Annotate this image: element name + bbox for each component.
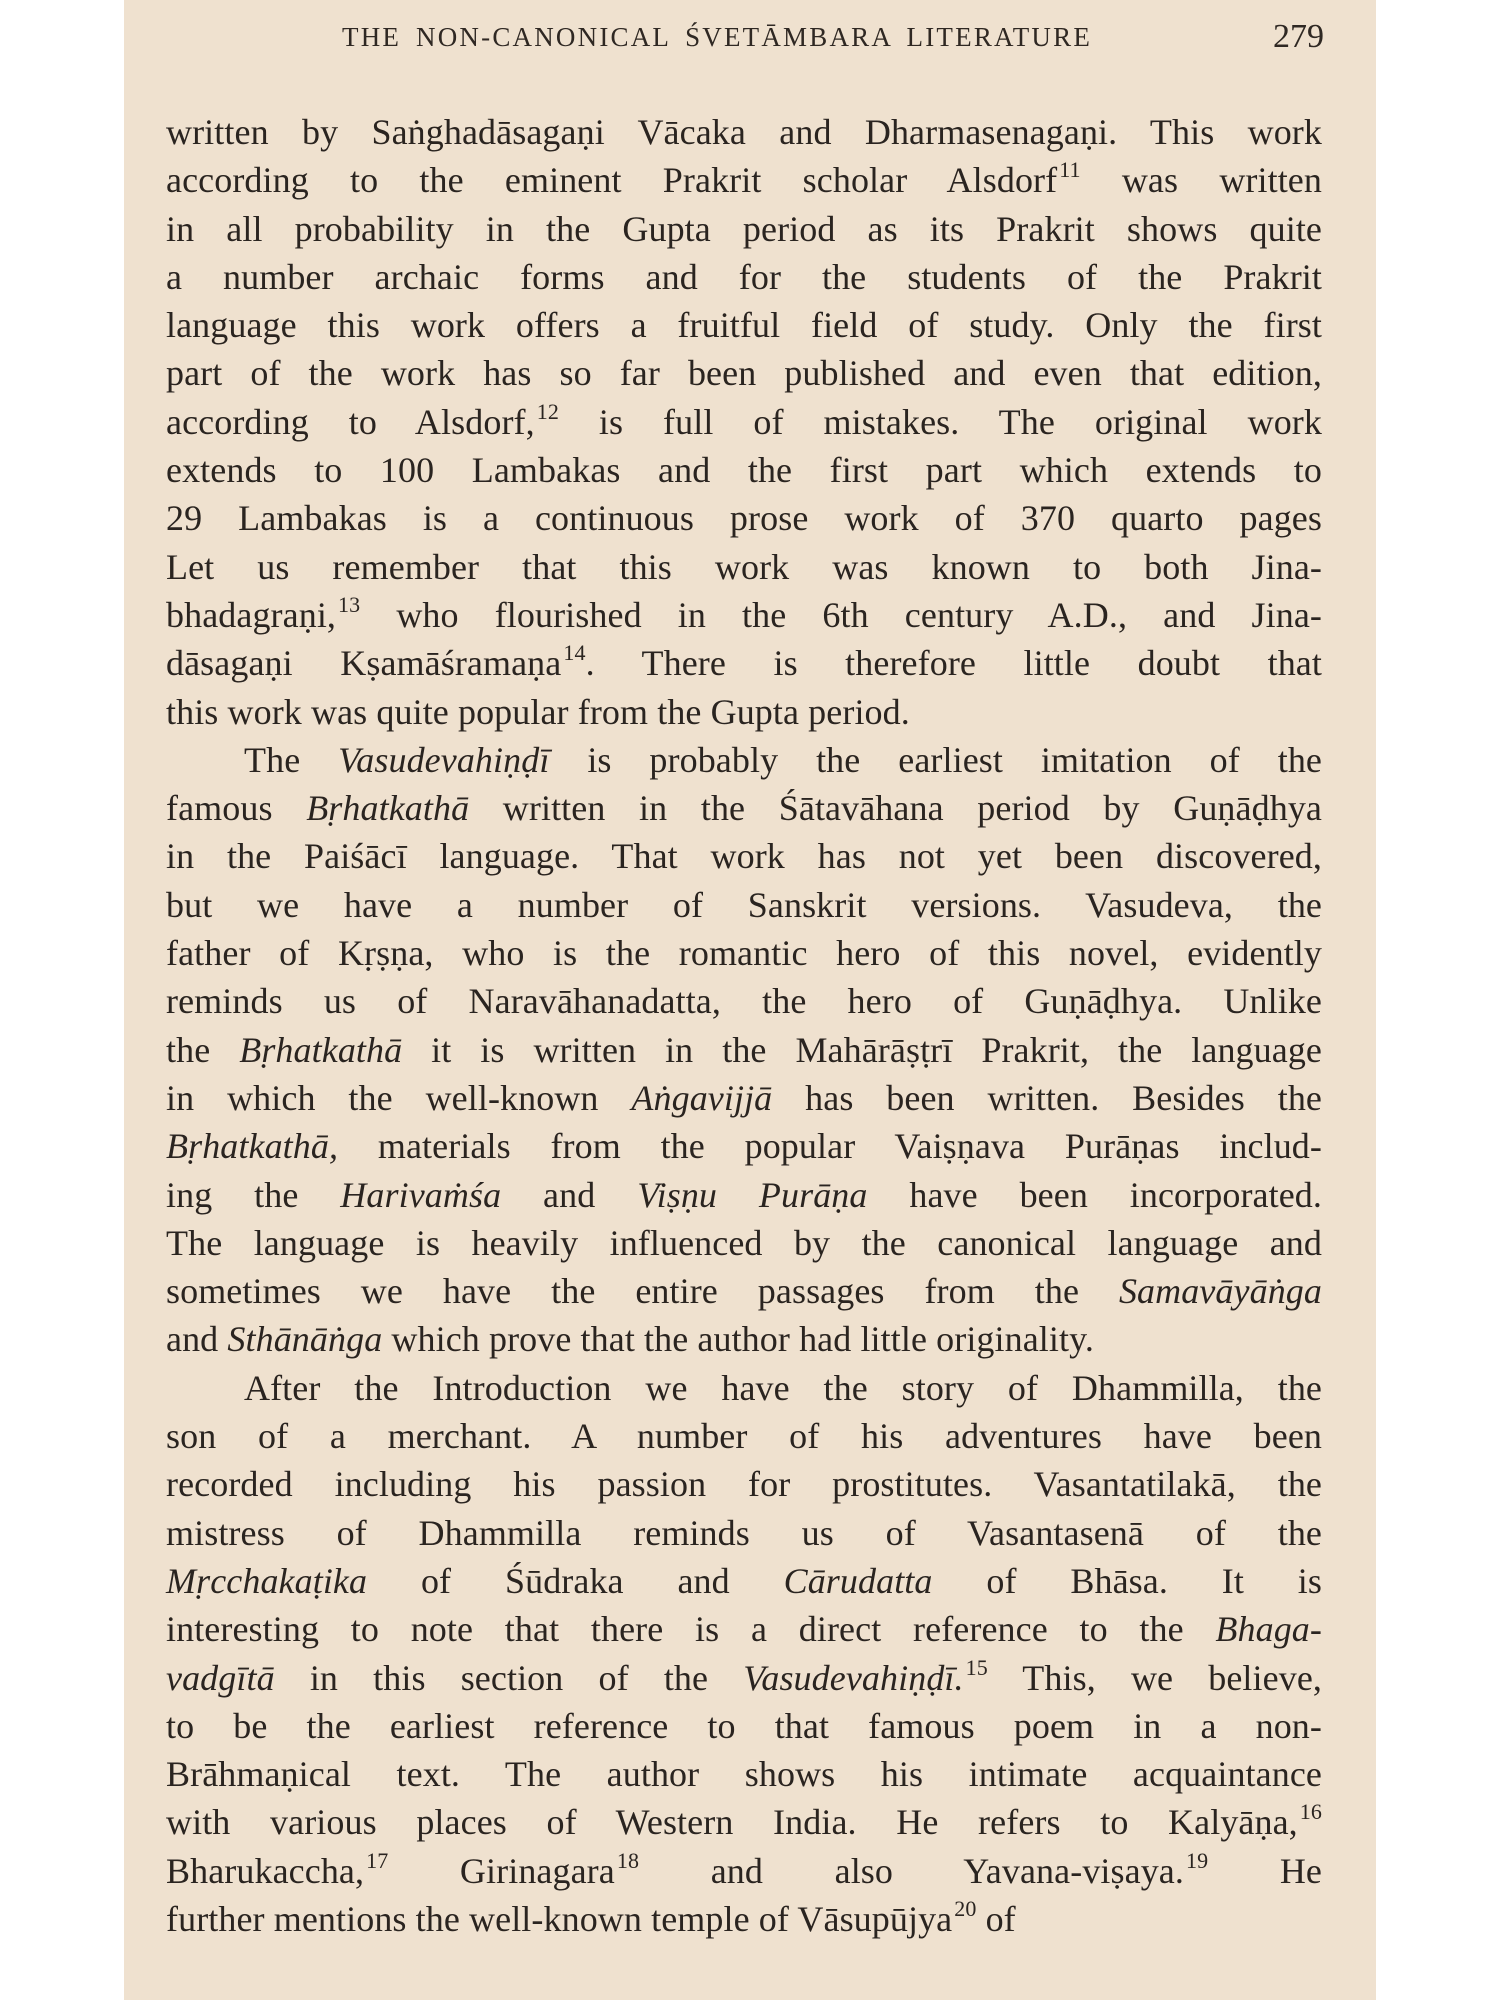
text-run: a number archaic forms and for the students of the Prakrit bbox=[166, 256, 1322, 297]
text-run: written in the Śātavāhana period by Guṇāḍhya bbox=[469, 788, 1322, 829]
text-run: has been written. Besides the bbox=[772, 1077, 1323, 1118]
text-run: according to Alsdorf, bbox=[166, 401, 535, 442]
text-run: language this work offers a fruitful field of study. Only the first bbox=[166, 305, 1322, 346]
text-run: and also Yavana-viṣaya. bbox=[639, 1850, 1184, 1891]
footnote-marker: 20 bbox=[954, 1895, 977, 1921]
italic-title: Mṛcchakaṭika bbox=[166, 1560, 368, 1601]
text-line bbox=[166, 301, 1322, 349]
italic-title: Cārudatta bbox=[783, 1560, 933, 1601]
text-run: He bbox=[1208, 1850, 1323, 1891]
text-line bbox=[166, 1219, 1322, 1267]
text-run: father of Kṛṣṇa, who is the romantic hero of this novel, evidently bbox=[166, 933, 1322, 974]
text-run: further mentions the well-known temple of Vāsupūjya bbox=[166, 1898, 953, 1939]
italic-title: Vasudevahiṇḍī. bbox=[743, 1657, 964, 1698]
italic-title: Viṣṇu Purāṇa bbox=[637, 1174, 868, 1215]
text-line bbox=[166, 1026, 1322, 1074]
footnote-marker: 14 bbox=[563, 640, 586, 666]
text-run: but we have a number of Sanskrit versions. Vasudeva, the bbox=[166, 884, 1322, 925]
italic-title: Bṛhatkathā bbox=[306, 788, 470, 829]
text-line bbox=[166, 832, 1322, 880]
text-line bbox=[166, 784, 1322, 832]
text-line bbox=[166, 591, 1322, 639]
text-run: famous bbox=[166, 788, 307, 829]
text-run: in the Paiśācī language. That work has not yet been discovered, bbox=[166, 836, 1322, 877]
text-line bbox=[166, 494, 1322, 542]
text-line bbox=[166, 1460, 1322, 1508]
text-run: to be the earliest reference to that famous poem in a non- bbox=[166, 1705, 1322, 1746]
text-run: reminds us of Naravāhanadatta, the hero of Guṇāḍhya. Unlike bbox=[166, 981, 1322, 1022]
text-line bbox=[166, 1847, 1322, 1895]
text-run: part of the work has so far been published and even that edition, bbox=[166, 353, 1322, 394]
text-line bbox=[166, 1895, 1322, 1943]
text-run: have been incorporated. bbox=[867, 1174, 1322, 1215]
text-line bbox=[166, 1750, 1322, 1798]
footnote-marker: 12 bbox=[536, 398, 559, 424]
footnote-marker: 15 bbox=[965, 1654, 988, 1680]
text-line bbox=[166, 108, 1322, 156]
text-line bbox=[166, 688, 1322, 736]
text-line bbox=[166, 639, 1322, 687]
text-line bbox=[166, 977, 1322, 1025]
text-line bbox=[166, 1412, 1322, 1460]
text-run: extends to 100 Lambakas and the first part which extends to bbox=[166, 450, 1322, 491]
text-run: This, we believe, bbox=[987, 1657, 1322, 1698]
text-run: The language is heavily influenced by the canonical language and bbox=[166, 1222, 1322, 1263]
text-run: the bbox=[166, 1029, 240, 1070]
text-run: it is written in the Mahārāṣṭrī Prakrit, the language bbox=[402, 1029, 1323, 1070]
text-run: recorded including his passion for prostitutes. Vasantatilakā, the bbox=[166, 1464, 1322, 1505]
text-run: Girinagara bbox=[388, 1850, 615, 1891]
italic-title: Bṛhatkathā, bbox=[166, 1126, 339, 1167]
text-line bbox=[166, 1798, 1322, 1846]
text-run: bhadagraṇi, bbox=[166, 594, 337, 635]
italic-title: Vasudevahiṇḍī bbox=[338, 739, 550, 780]
text-run: son of a merchant. A number of his adventures have been bbox=[166, 1416, 1322, 1457]
footnote-marker: 16 bbox=[1299, 1799, 1322, 1825]
page-number: 279 bbox=[1273, 18, 1324, 55]
text-line bbox=[166, 1122, 1322, 1170]
footnote-marker: 17 bbox=[366, 1847, 389, 1873]
text-line bbox=[166, 929, 1322, 977]
text-run: interesting to note that there is a direct reference to the bbox=[166, 1609, 1216, 1650]
text-run: After the Introduction we have the story of Dhammilla, the bbox=[244, 1367, 1322, 1408]
running-title: THE NON-CANONICAL ŚVETĀMBARA LITERATURE bbox=[342, 22, 1093, 52]
text-run: Bharukaccha, bbox=[166, 1850, 365, 1891]
text-line bbox=[166, 446, 1322, 494]
text-line bbox=[166, 398, 1322, 446]
text-line bbox=[166, 205, 1322, 253]
text-line bbox=[166, 1074, 1322, 1122]
text-line bbox=[166, 1267, 1322, 1315]
text-run: sometimes we have the entire passages from the bbox=[166, 1271, 1119, 1312]
italic-title: Sthānāṅga bbox=[227, 1319, 383, 1360]
text-line bbox=[166, 1605, 1322, 1653]
footnote-marker: 18 bbox=[616, 1847, 640, 1873]
text-run: written by Saṅghadāsagaṇi Vācaka and Dharmasenagaṇi. This work bbox=[166, 112, 1322, 152]
text-run: and bbox=[501, 1174, 638, 1215]
text-run: according to the eminent Prakrit scholar Alsdorf bbox=[166, 160, 1058, 201]
running-head bbox=[124, 18, 1376, 62]
text-line bbox=[166, 1557, 1322, 1605]
text-line bbox=[166, 881, 1322, 929]
text-line bbox=[166, 156, 1322, 204]
text-line bbox=[166, 253, 1322, 301]
text-run: Brāhmaṇical text. The author shows his intimate acquaintance bbox=[166, 1754, 1322, 1795]
text-run: Let us remember that this work was known to both Jina- bbox=[166, 546, 1322, 587]
text-run: ing the bbox=[166, 1174, 341, 1215]
text-run: is full of mistakes. The original work bbox=[558, 401, 1322, 442]
text-run: in this section of the bbox=[274, 1657, 744, 1698]
text-line bbox=[166, 1702, 1322, 1750]
text-line bbox=[166, 736, 1322, 784]
footnote-marker: 11 bbox=[1059, 157, 1081, 183]
text-line bbox=[166, 1654, 1322, 1702]
text-line bbox=[166, 1364, 1322, 1412]
italic-title: Bhaga- bbox=[1215, 1609, 1322, 1650]
text-run: which prove that the author had little originality. bbox=[382, 1319, 1094, 1360]
text-run: this work was quite popular from the Gupta period. bbox=[166, 691, 910, 732]
text-run: dāsagaṇi Kṣamāśramaṇa bbox=[166, 643, 562, 684]
text-line bbox=[166, 1171, 1322, 1219]
text-run: in all probability in the Gupta period as its Prakrit shows quite bbox=[166, 208, 1322, 249]
italic-title: Aṅgavijjā bbox=[631, 1077, 773, 1118]
text-run: materials from the popular Vaiṣṇava Purāṇas includ- bbox=[338, 1126, 1322, 1167]
text-run: . There is therefore little doubt that bbox=[585, 643, 1322, 684]
book-page bbox=[124, 0, 1376, 2000]
text-run: in which the well-known bbox=[166, 1077, 632, 1118]
text-run: The bbox=[244, 739, 339, 780]
text-run: of Śūdraka and bbox=[367, 1560, 784, 1601]
text-run: and bbox=[166, 1319, 228, 1360]
footnote-marker: 19 bbox=[1186, 1847, 1209, 1873]
text-run: of bbox=[976, 1898, 1016, 1939]
text-run: of Bhāsa. It is bbox=[932, 1560, 1322, 1601]
text-run: 29 Lambakas is a continuous prose work of 370 quarto pages bbox=[166, 498, 1322, 539]
text-run: with various places of Western India. He refers to Kalyāṇa, bbox=[166, 1802, 1298, 1843]
text-run: is probably the earliest imitation of the bbox=[549, 739, 1322, 780]
text-line bbox=[166, 543, 1322, 591]
italic-title: Bṛhatkathā bbox=[239, 1029, 403, 1070]
text-line bbox=[166, 349, 1322, 397]
text-line bbox=[166, 1509, 1322, 1557]
text-run: who flourished in the 6th century A.D., and Jina- bbox=[360, 594, 1322, 635]
footnote-marker: 13 bbox=[338, 591, 361, 617]
text-run: mistress of Dhammilla reminds us of Vasantasenā of the bbox=[166, 1512, 1322, 1553]
text-run: was written bbox=[1080, 160, 1322, 201]
italic-title: vadgītā bbox=[166, 1657, 275, 1698]
body-text bbox=[166, 108, 1322, 1943]
text-line bbox=[166, 1315, 1322, 1363]
italic-title: Harivaṁśa bbox=[340, 1174, 502, 1215]
italic-title: Samavāyāṅga bbox=[1118, 1271, 1322, 1312]
